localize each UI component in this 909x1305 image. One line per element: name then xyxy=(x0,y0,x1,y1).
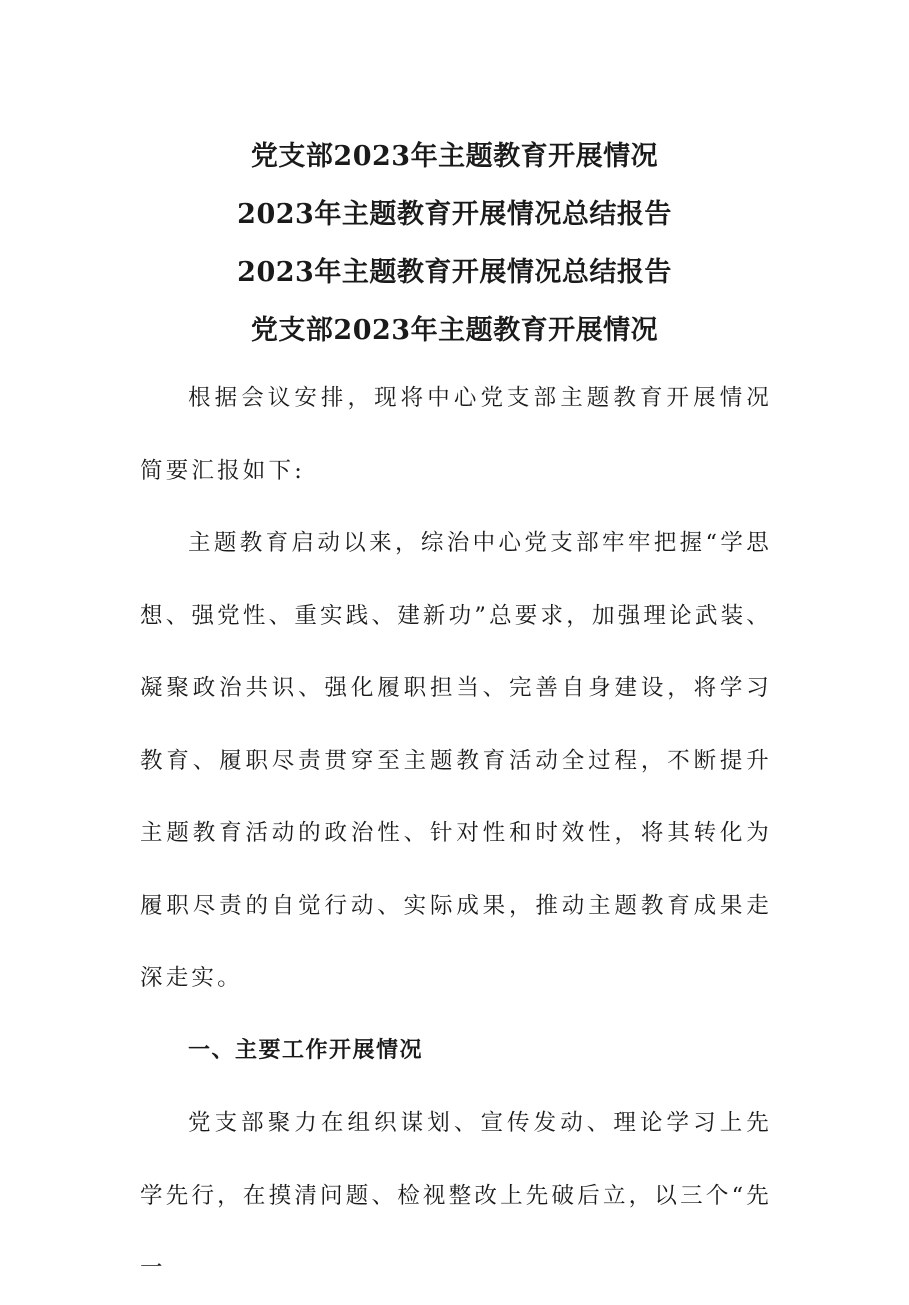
section-paragraph: 党支部聚力在组织谋划、宣传发动、理论学习上先学先行，在摸清问题、检视整改上先破后立，以三个“先一 xyxy=(140,1110,772,1281)
section-heading: 一、主要工作开展情况 xyxy=(188,1037,424,1063)
document-body xyxy=(140,362,772,1305)
document-title: 党支部2023年主题教育开展情况 xyxy=(250,141,659,172)
document-title-repeat: 党支部2023年主题教育开展情况 xyxy=(250,315,659,346)
document-subtitle: 2023年主题教育开展情况总结报告 xyxy=(237,199,672,230)
intro-paragraph: 根据会议安排，现将中心党支部主题教育开展情况简要汇报如下: xyxy=(140,385,772,484)
overview-paragraph: 主题教育启动以来，综治中心党支部牢牢把握“学思想、强党性、重实践、建新功”总要求，加强理论武装、凝聚政治共识、强化履职担当、完善自身建设，将学习教育、履职尽责贯穿至主题教育活动全过程，不断提升主题教育活动的政治性、针对性和时效性，将其转化为履职尽责的自觉行动、实际成果，推动主题教育成果走深走实。 xyxy=(140,530,772,991)
document-subtitle-repeat: 2023年主题教育开展情况总结报告 xyxy=(237,257,672,288)
title-block xyxy=(0,128,909,360)
